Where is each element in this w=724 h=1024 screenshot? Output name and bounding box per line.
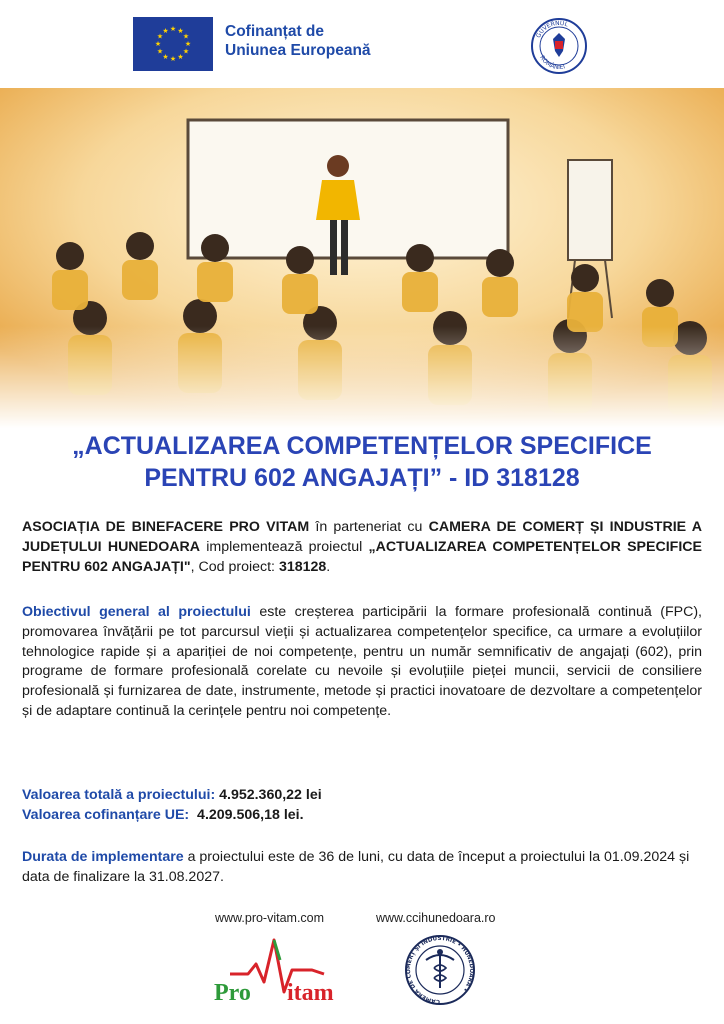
svg-text:★: ★ (177, 27, 184, 35)
svg-text:GUVERNUL: GUVERNUL (534, 19, 569, 40)
provitam-logo-text-pro: Pro (214, 980, 251, 1006)
eu-value-amount: 4.209.506,18 lei. (189, 806, 304, 823)
project-name: „ACTUALIZAREA COMPETENȚELOR SPECIFICE PENTRU 602 ANGAJAȚI" (22, 538, 702, 575)
objective-paragraph (22, 603, 702, 722)
title-line-2: PENTRU 602 ANGAJAȚI” - ID 318128 (144, 464, 580, 492)
total-value-line (22, 786, 322, 806)
eu-flag-icon (133, 17, 213, 71)
title-line-1: „ACTUALIZAREA COMPETENȚELOR SPECIFICE (72, 432, 652, 460)
svg-text:★: ★ (182, 47, 190, 56)
svg-text:★: ★ (162, 53, 169, 61)
project-title (0, 430, 724, 494)
eu-value-label: Valoarea cofinanțare UE: (22, 806, 190, 823)
cci-hunedoara-logo (402, 928, 478, 1008)
intro-text-1: în parteneriat cu (309, 519, 429, 535)
svg-text:ROMÂNIEI: ROMÂNIEI (538, 54, 566, 72)
svg-text:★: ★ (162, 27, 169, 35)
intro-text-4: . (326, 558, 331, 575)
duration-text: a proiectului este de 36 de luni, cu data de început a proiectului la 01.09.2024 și data de finalizare la 31.08.2027. (22, 849, 690, 885)
objective-text: este creșterea participării la formare profesională continuă (FPC), promovarea învățării pe tot parcursul vieții și actualizarea competențelor specifice, ca urmare a evoluțiilor tehnologice rapide și a apariției de noi competențe, pentru un număr semnificativ de angajați (602), prin programe de formare profesională corelate cu nevoile și evoluțiile pieței muncii, servicii de consiliere profesională și furnizarea de date, instrumente, metode și practici inovatoare de dezvoltare a competențelor și de adaptare continuă la cerințele pentru noi competențe. (22, 604, 702, 719)
svg-text:★: ★ (182, 32, 190, 41)
eu-line-2: Uniunea Europeană (225, 42, 371, 59)
provitam-logo (212, 934, 352, 1006)
cci-hunedoara-website-link[interactable]: www.ccihunedoara.ro (376, 911, 496, 925)
partner-name: CAMERA DE COMERȚ ȘI INDUSTRIE A JUDEȚULUI HUNEDOARA (22, 519, 703, 555)
project-values (22, 786, 322, 826)
svg-text:★: ★ (177, 53, 184, 61)
eu-line-1: Cofinanțat de (225, 23, 325, 40)
training-classroom-illustration (0, 88, 724, 428)
organization-name: ASOCIAȚIA DE BINEFACERE PRO VITAM (22, 519, 310, 535)
duration-paragraph (22, 848, 702, 888)
svg-text:★: ★ (154, 40, 162, 48)
intro-text-3: , Cod proiect: (190, 558, 279, 575)
provitam-website-link[interactable]: www.pro-vitam.com (215, 911, 325, 925)
objective-label: Obiectivul general al proiectului (22, 604, 251, 620)
svg-text:★: ★ (169, 55, 177, 63)
svg-text:★: ★ (156, 47, 164, 56)
romanian-government-seal-icon (530, 17, 588, 75)
svg-text:★: ★ (169, 25, 177, 33)
total-value-label: Valoarea totală a proiectului: (22, 787, 216, 803)
duration-label: Durata de implementare (22, 849, 184, 865)
svg-text:★: ★ (156, 32, 164, 41)
header (0, 0, 724, 90)
total-value-amount: 4.952.360,22 lei (215, 787, 322, 803)
intro-paragraph (22, 518, 702, 577)
eu-value-line (22, 806, 322, 826)
provitam-logo-text-itam: itam (287, 980, 334, 1006)
cci-ring-text: CAMERA DE COMERȚ ȘI INDUSTRIE • HUNEDOARA • (405, 935, 475, 1005)
svg-text:★: ★ (184, 40, 192, 48)
project-code: 318128 (278, 558, 327, 575)
eu-cofinancing-text (225, 22, 371, 60)
intro-text-2: implementează proiectul (200, 538, 369, 555)
